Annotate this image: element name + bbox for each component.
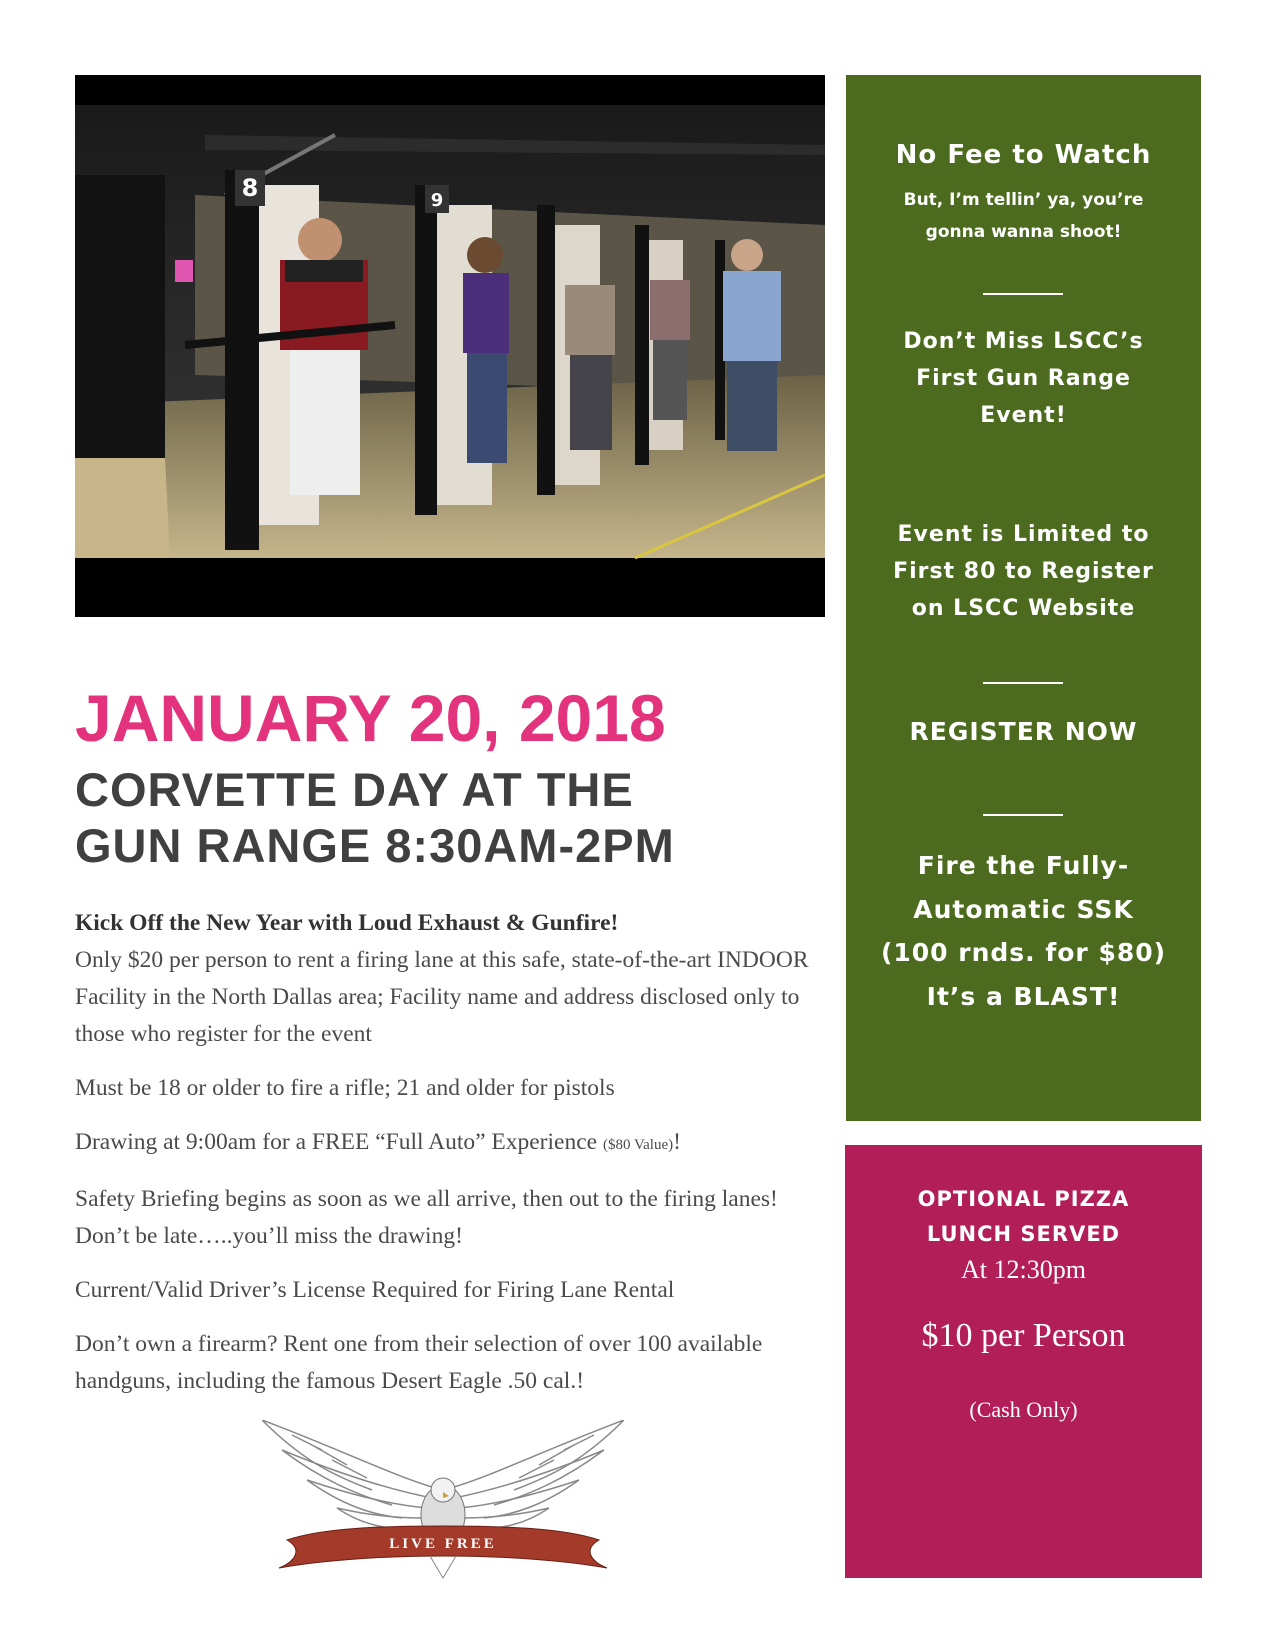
lane-number-9: 9 xyxy=(430,190,444,211)
watch-subtext-line1: But, I’m tellin’ ya, you’re xyxy=(903,190,1144,210)
pizza-cash-note: (Cash Only) xyxy=(969,1397,1078,1422)
gun-range-photo xyxy=(75,75,825,617)
divider-1 xyxy=(983,293,1063,295)
event-title-line1: CORVETTE DAY AT THE xyxy=(75,763,634,816)
full-auto-line1: Fire the Fully- xyxy=(917,851,1130,880)
lead-line: Kick Off the New Year with Loud Exhaust & Gunfire! xyxy=(75,910,619,936)
detail-lane-rental: Only $20 per person to rent a firing lane at this safe, state-of-the-art INDOOR Facility in the North Dallas area; Facility name and address disclosed only to those who register for the event xyxy=(75,947,809,1047)
pizza-heading-line2: LUNCH SERVED xyxy=(926,1222,1121,1246)
full-auto-text xyxy=(846,844,1201,1018)
drawing-exclaim: ! xyxy=(673,1129,681,1155)
dont-miss-line3: Event! xyxy=(980,403,1067,428)
watch-subtext-line2: gonna wanna shoot! xyxy=(925,222,1122,242)
pizza-price: $10 per Person xyxy=(921,1317,1126,1354)
full-auto-line4: It’s a BLAST! xyxy=(926,981,1121,1011)
pizza-heading-line1: OPTIONAL PIZZA xyxy=(917,1187,1130,1211)
lane-number-8: 8 xyxy=(241,174,259,202)
limited-text xyxy=(846,516,1201,627)
drawing-value: ($80 Value) xyxy=(602,1137,674,1153)
pizza-panel xyxy=(845,1145,1202,1578)
divider-3 xyxy=(983,814,1063,816)
divider-2 xyxy=(983,682,1063,684)
event-title-line2: GUN RANGE 8:30AM-2PM xyxy=(75,819,675,872)
detail-license: Current/Valid Driver’s License Required for Firing Lane Rental xyxy=(75,1277,675,1303)
full-auto-line3: (100 rnds. for $80) xyxy=(880,938,1167,967)
pizza-time: At 12:30pm xyxy=(961,1255,1086,1284)
full-auto-line2: Automatic SSK xyxy=(913,894,1134,924)
dont-miss-line2: First Gun Range xyxy=(916,366,1131,391)
event-date: JANUARY 20, 2018 xyxy=(75,681,666,755)
pizza-heading xyxy=(845,1182,1202,1252)
detail-age-requirement: Must be 18 or older to fire a rifle; 21 and older for pistols xyxy=(75,1075,615,1101)
no-fee-heading: No Fee to Watch xyxy=(895,140,1152,170)
info-sidebar xyxy=(846,75,1201,1121)
dont-miss-line1: Don’t Miss LSCC’s xyxy=(903,329,1144,354)
detail-drawing xyxy=(75,1124,815,1164)
detail-safety-briefing: Safety Briefing begins as soon as we all arrive, then out to the firing lanes! Don’t be late…..you’ll miss the drawing! xyxy=(75,1186,778,1249)
limited-line3: on LSCC Website xyxy=(911,596,1136,621)
drawing-text: Drawing at 9:00am for a FREE “Full Auto” Experience xyxy=(75,1129,603,1155)
limited-line2: First 80 to Register xyxy=(893,559,1154,584)
detail-rental-guns: Don’t own a firearm? Rent one from their selection of over 100 available handguns, including the famous Desert Eagle .50 cal.! xyxy=(75,1331,763,1394)
event-details xyxy=(75,905,815,1417)
register-now: REGISTER NOW xyxy=(909,717,1138,746)
event-title xyxy=(75,762,815,874)
watch-subtext xyxy=(846,184,1201,248)
eagle-logo xyxy=(262,1420,624,1580)
logo-banner-text: LIVE FREE xyxy=(389,1536,497,1552)
limited-line1: Event is Limited to xyxy=(897,522,1150,547)
dont-miss-text xyxy=(846,323,1201,434)
